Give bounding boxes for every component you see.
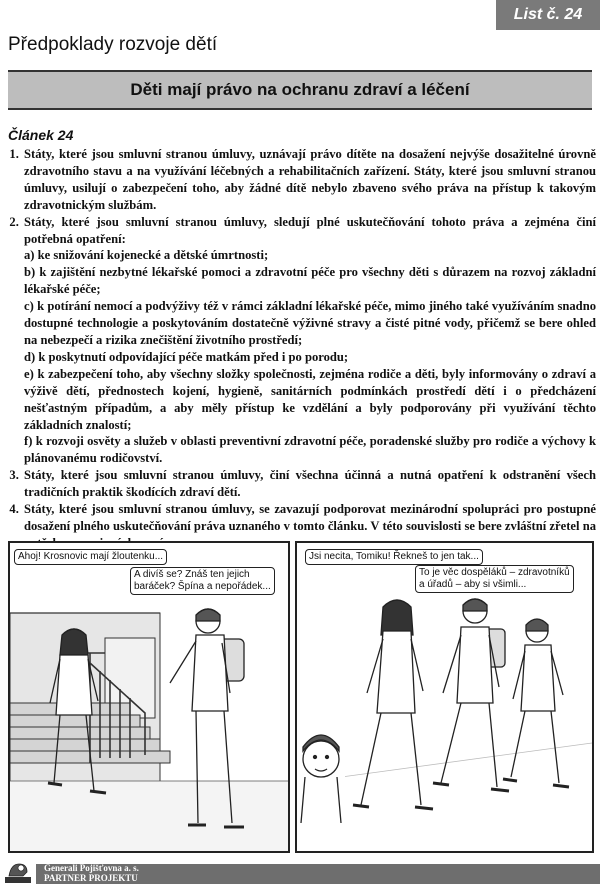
speech-bubble-boy: A divíš se? Znáš ten jejich baráček? Špína a nepořádek... bbox=[130, 567, 275, 595]
sheet-number-badge: List č. 24 bbox=[496, 0, 600, 30]
article-paragraph-3: 3. Státy, které jsou smluvní stranou úmluvy, činí všechna účinná a nutná opatření k odstranění všech tradičních praktik škodících zdraví dětí. bbox=[22, 467, 596, 501]
article-subitem-d: d) k poskytnutí odpovídající péče matkám před i po porodu; bbox=[24, 349, 349, 364]
article-subitem-b: b) k zajištění nezbytné lékařské pomoci a zdravotní péče pro všechny děti s důrazem na rozvoj základní lékařské péče; bbox=[24, 265, 596, 297]
article-paragraph-1: 1. Státy, které jsou smluvní stranou úmluvy, uznávají právo dítěte na dosažení nejvýše dosažitelné úrovně zdravotního stavu a na využívání léčebných a rehabilitačních zařízení. Státy, které jsou smluvní stranou úmluvy, usilují o zabezpečení toho, aby žádné dítě nebylo zbaveno svého práva na přístup k takovým zdravotnickým službám. bbox=[22, 146, 596, 214]
generali-lion-logo-icon bbox=[3, 858, 33, 884]
speech-bubble-girl: Ahoj! Krosnovic mají žloutenku... bbox=[14, 549, 167, 565]
footer bbox=[0, 858, 600, 888]
speech-bubble-girl-2: Jsi necita, Tomiku! Řekneš to jen tak... bbox=[305, 549, 483, 565]
article-paragraph-2: 2. Státy, které jsou smluvní stranou úmluvy, sledují plné uskutečňování tohoto práva a zejména činí potřebná opatření: a) ke snižování kojenecké a dětské úmrtnosti; b) k zajištění nezbytné lékařské pomoci a zdravotní péče pro všechny děti s důrazem na rozvoj základní lékařské péče; c) k potírání nemocí a podvýživy též v rámci základní lékařské péče, mimo jiného také využíváním snadno dostupné technologie a poskytováním dostatečně výživné stravy a čisté pitné vody, přičemž se bere ohled na nebezpečí a rizika znečištění životního prostředí; d) k poskytnutí odpovídající péče matkám před i po porodu; e) k zabezpečení toho, aby všechny složky společnosti, zejména rodiče a děti, byly informovány o zdraví a výživě dětí, přednostech kojení, hygieně, sanitárních podmínkách prostředí dětí i o předcházení nešťastným případům, a aby měly přístup ke vzdělání a byly podporovány při využívání těchto základních znalostí; f) k rozvoji osvěty a služeb v oblasti preventivní zdravotní péče, poradenské služby pro rodiče a výchovy k plánovanému rodičovství. bbox=[22, 214, 596, 468]
article-subitem-a: a) ke snižování kojenecké a dětské úmrtnosti; bbox=[24, 248, 269, 263]
article-heading: Článek 24 bbox=[8, 127, 74, 143]
article-subitem-c: c) k potírání nemocí a podvýživy též v rámci základní lékařské péče, mimo jiného také využíváním snadno dostupné technologie a poskytováním dostatečně výživné stravy a čisté pitné vody, přičemž se bere ohled na nebezpečí a rizika znečištění životního prostředí; bbox=[24, 299, 596, 347]
speech-bubble-boy-2: To je věc dospěláků – zdravotníků a úřadů – aby si všimli... bbox=[415, 565, 574, 593]
section-topic: Předpoklady rozvoje dětí bbox=[8, 34, 218, 55]
sponsor-name: Generali Pojišťovna a. s. bbox=[44, 863, 139, 873]
article-subitem-e: e) k zabezpečení toho, aby všechny složky společnosti, zejména rodiče a děti, byly informovány o zdraví a výživě dětí, přednostech kojení, hygieně, sanitárních podmínkách prostředí dětí i o předcházení nešťastným případům, a aby měly přístup ke vzdělání a byly podporovány při využívání těchto základních znalostí; bbox=[24, 366, 596, 432]
sponsor-role: PARTNER PROJEKTU bbox=[44, 873, 138, 883]
article-body bbox=[8, 146, 596, 552]
page-title-banner: Děti mají právo na ochranu zdraví a léčení bbox=[8, 70, 592, 110]
comic-panel-1 bbox=[8, 541, 290, 853]
sponsor-text bbox=[44, 863, 139, 883]
article-subitem-f: f) k rozvoji osvěty a služeb v oblasti preventivní zdravotní péče, poradenské služby pro rodiče a výchovy k plánovanému rodičovství. bbox=[24, 434, 596, 466]
article-paragraph-4: 4. Státy, které jsou smluvní stranou úmluvy, se zavazují podporovat mezinárodní spolupráci pro postupné dosažení plného uskutečňování práva uznaného v tomto článku. V této souvislosti se bere zvláštní zřetel na bbox=[22, 501, 596, 552]
comic-panel-2 bbox=[295, 541, 594, 853]
